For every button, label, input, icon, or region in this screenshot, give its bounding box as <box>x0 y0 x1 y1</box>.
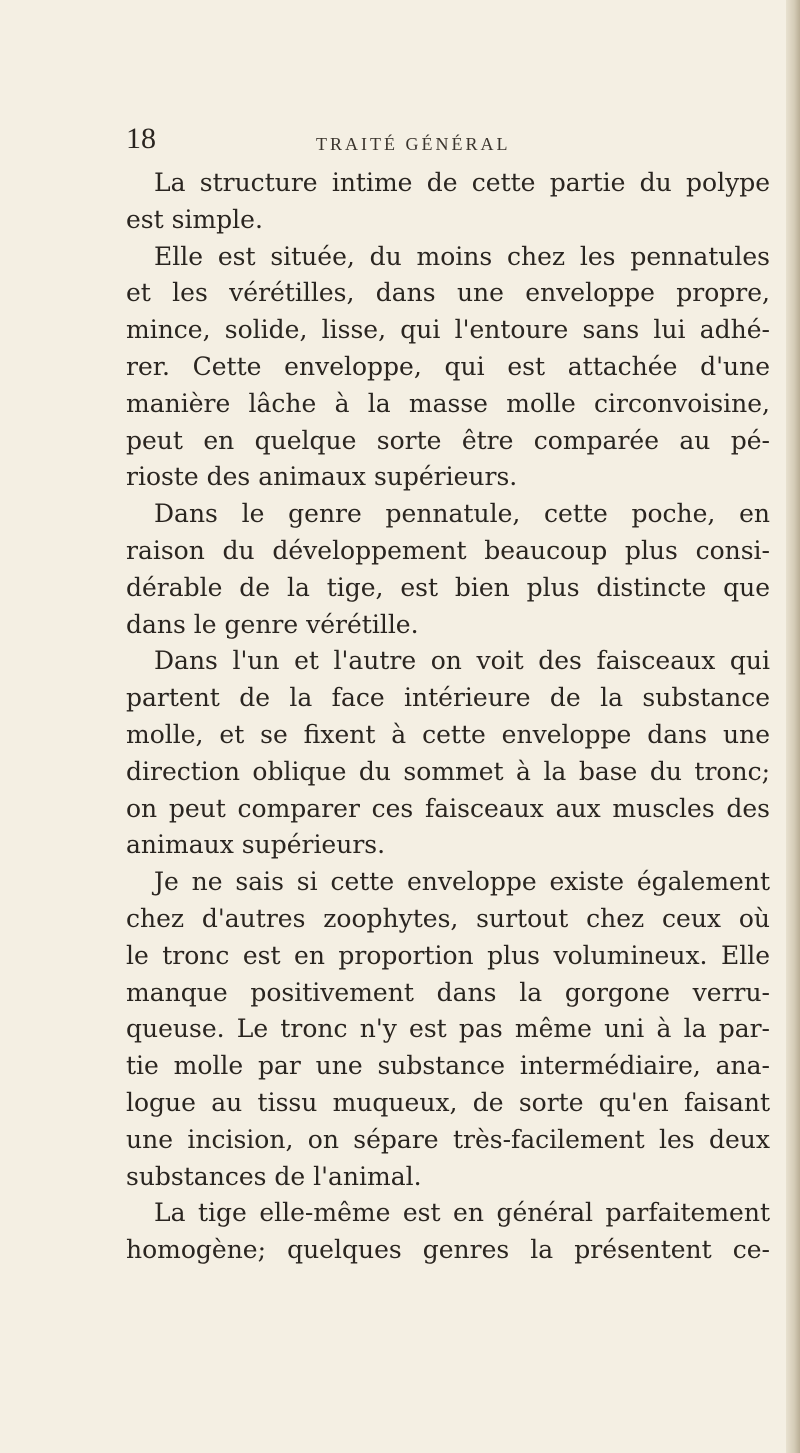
text-line: et les vérétilles, dans une enveloppe propre, <box>126 278 770 308</box>
text-line: La structure intime de cette partie du polype <box>154 168 770 197</box>
page-number: 18 <box>126 122 156 155</box>
text-line: substances de l'animal. <box>126 1161 422 1191</box>
text-line: molle, et se fixent à cette enveloppe dans une <box>126 719 770 749</box>
text-line: rioste des animaux supérieurs. <box>126 462 518 492</box>
text-line: animaux supérieurs. <box>126 830 386 860</box>
text-line: une incision, on sépare très-facilement les deux <box>126 1124 770 1154</box>
text-line: logue au tissu muqueux, de sorte qu'en faisant <box>126 1087 770 1117</box>
text-line: manière lâche à la masse molle circonvoisine, <box>126 388 770 418</box>
text-line: direction oblique du sommet à la base du tronc; <box>126 756 770 786</box>
text-line: dérable de la tige, est bien plus distincte que <box>126 572 770 602</box>
text-line: rer. Cette enveloppe, qui est attachée d'une <box>126 351 770 381</box>
body-text <box>126 165 770 1269</box>
text-line: raison du développement beaucoup plus consi- <box>126 535 770 565</box>
text-line: tie molle par une substance intermédiaire, ana- <box>126 1051 770 1081</box>
text-line: partent de la face intérieure de la substance <box>126 683 770 713</box>
text-line: on peut comparer ces faisceaux aux muscles des <box>126 793 770 823</box>
text-line: dans le genre vérétille. <box>126 609 419 639</box>
running-head: TRAITÉ GÉNÉRAL <box>316 134 511 154</box>
text-line: le tronc est en proportion plus volumineux. Elle <box>126 940 770 970</box>
page-edge <box>786 0 800 1453</box>
text-line: queuse. Le tronc n'y est pas même uni à la par- <box>126 1014 770 1044</box>
text-line: Dans l'un et l'autre on voit des faisceaux qui <box>154 646 770 676</box>
text-line: homogène; quelques genres la présentent ce- <box>126 1235 770 1265</box>
text-line: mince, solide, lisse, qui l'entoure sans lui adhé- <box>126 315 770 345</box>
page-header <box>126 122 766 162</box>
text-line: manque positivement dans la gorgone verru- <box>126 977 770 1007</box>
text-line: Je ne sais si cette enveloppe existe également <box>154 867 770 897</box>
text-line: Dans le genre pennatule, cette poche, en <box>154 499 770 529</box>
text-line: La tige elle-même est en général parfaitement <box>154 1198 770 1228</box>
text-line: est simple. <box>126 204 263 234</box>
text-line: Elle est située, du moins chez les pennatules <box>154 241 770 271</box>
text-line: chez d'autres zoophytes, surtout chez ceux où <box>126 903 770 933</box>
text-line: peut en quelque sorte être comparée au pé- <box>126 425 770 455</box>
